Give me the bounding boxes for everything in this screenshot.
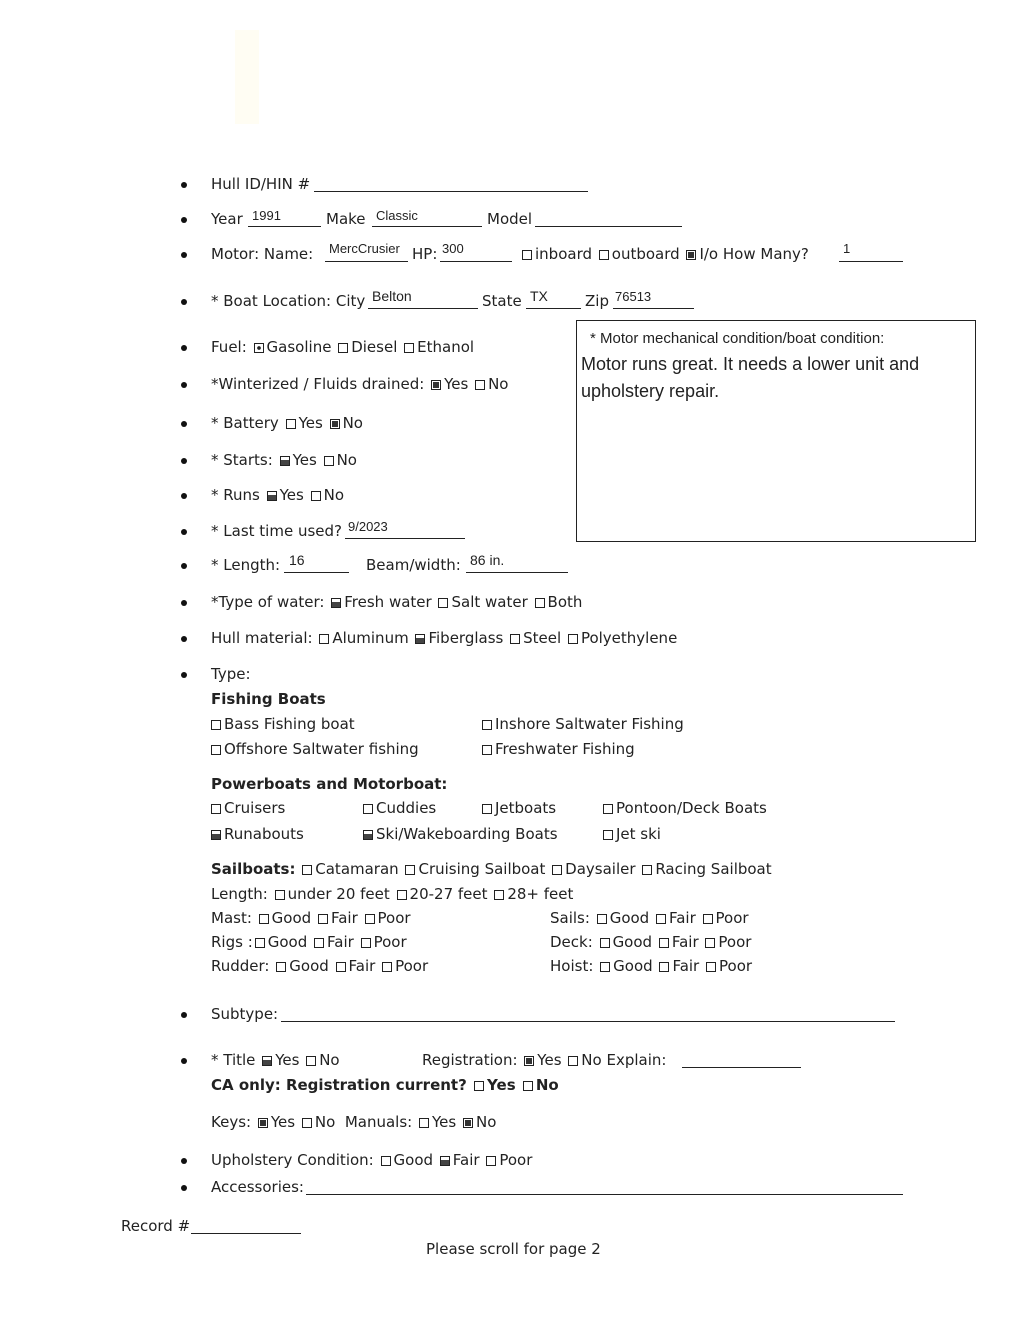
hoist-row: [550, 957, 752, 975]
fair-label: Fair: [452, 1151, 480, 1169]
year-field[interactable]: [248, 226, 321, 227]
rudder-good-checkbox[interactable]: [276, 962, 286, 972]
make-label: Make: [326, 210, 366, 228]
28plus-label: 28+ feet: [507, 885, 574, 903]
mast-row: [211, 909, 411, 927]
rudder-fair-checkbox[interactable]: [336, 962, 346, 972]
power-heading: Powerboats and Motorboat:: [211, 775, 448, 793]
io-checkbox[interactable]: [686, 250, 696, 260]
starts-yes-checkbox[interactable]: [280, 456, 290, 466]
ethanol-checkbox[interactable]: [404, 343, 414, 353]
rigs-fair-checkbox[interactable]: [314, 938, 324, 948]
fuel-label: Fuel:: [211, 338, 247, 356]
ski-label: Ski/Wakeboarding Boats: [376, 825, 558, 843]
cuddies-checkbox[interactable]: [363, 804, 373, 814]
bullet: [181, 345, 187, 351]
motor-name-field[interactable]: [325, 261, 408, 262]
salt-water-label: Salt water: [451, 593, 528, 611]
water-row: [211, 593, 582, 611]
cruisers-option: [209, 799, 285, 817]
poor-label: Poor: [377, 909, 411, 927]
last-used-label: * Last time used?: [211, 522, 342, 540]
city-field[interactable]: [368, 308, 478, 309]
registration-label: Registration:: [422, 1051, 518, 1069]
inshore-label: Inshore Saltwater Fishing: [495, 715, 684, 733]
length-value: 16: [289, 552, 305, 568]
yes-label: Yes: [275, 1051, 300, 1069]
how-many-label: How Many?: [722, 245, 809, 263]
fresh-water-label: Fresh water: [344, 593, 432, 611]
pontoon-option: [601, 799, 767, 817]
manuals-label: Manuals:: [344, 1113, 413, 1131]
make-value: Classic: [376, 208, 418, 223]
hoist-poor-checkbox[interactable]: [706, 962, 716, 972]
pontoon-label: Pontoon/Deck Boats: [616, 799, 767, 817]
hull-material-row: [211, 629, 677, 647]
scroll-note: Please scroll for page 2: [426, 1240, 601, 1258]
mast-fair-checkbox[interactable]: [318, 914, 328, 924]
year-label: Year: [211, 210, 243, 228]
ski-option: [361, 825, 558, 843]
racing-checkbox[interactable]: [642, 865, 652, 875]
offshore-option: [209, 740, 419, 758]
freshwater-label: Freshwater Fishing: [495, 740, 635, 758]
runs-row: [211, 486, 344, 504]
rudder-row: [211, 957, 428, 975]
winterized-yes-checkbox[interactable]: [431, 380, 441, 390]
bullet: [181, 382, 187, 388]
upholstery-good-checkbox[interactable]: [381, 1156, 391, 1166]
steel-checkbox[interactable]: [510, 634, 520, 644]
cruising-label: Cruising Sailboat: [418, 860, 546, 878]
no-label: No: [535, 1076, 559, 1094]
gasoline-label: Gasoline: [266, 338, 332, 356]
battery-label: * Battery: [211, 414, 279, 432]
cruising-checkbox[interactable]: [405, 865, 415, 875]
title-no-checkbox[interactable]: [306, 1056, 316, 1066]
bullet: [181, 1185, 187, 1191]
cruisers-label: Cruisers: [224, 799, 286, 817]
yes-label: Yes: [270, 1113, 296, 1131]
battery-row: [211, 414, 363, 432]
hp-label: HP:: [412, 245, 438, 263]
scan-mark: [235, 30, 259, 124]
beam-label: Beam/width:: [366, 556, 461, 574]
bullet: [181, 182, 187, 188]
how-many-field[interactable]: [839, 261, 903, 262]
cuddies-option: [361, 799, 436, 817]
good-label: Good: [289, 957, 329, 975]
ca-label: CA only: Registration current?: [211, 1076, 467, 1094]
diesel-label: Diesel: [351, 338, 398, 356]
good-label: Good: [609, 909, 650, 927]
bass-label: Bass Fishing boat: [224, 715, 355, 733]
ethanol-label: Ethanol: [417, 338, 475, 356]
fair-label: Fair: [348, 957, 376, 975]
last-used-field[interactable]: [345, 538, 465, 539]
registration-yes-checkbox[interactable]: [524, 1056, 534, 1066]
daysailer-label: Daysailer: [565, 860, 636, 878]
hp-field[interactable]: [440, 261, 512, 262]
freshwater-option: [480, 740, 635, 758]
aluminum-label: Aluminum: [332, 629, 409, 647]
battery-yes-checkbox[interactable]: [286, 419, 296, 429]
keys-no-checkbox[interactable]: [302, 1118, 312, 1128]
yes-label: Yes: [444, 375, 469, 393]
salt-water-checkbox[interactable]: [438, 598, 448, 608]
yes-label: Yes: [487, 1076, 516, 1094]
beam-value: 86 in.: [470, 552, 505, 568]
zip-label: Zip: [585, 292, 609, 310]
jetski-option: [601, 825, 661, 843]
bass-option: [209, 715, 355, 733]
cuddies-label: Cuddies: [376, 799, 437, 817]
sails-good-checkbox[interactable]: [597, 914, 607, 924]
motor-name-value: MercCrusier: [329, 241, 400, 256]
subtype-field[interactable]: [281, 1021, 895, 1022]
sails-poor-checkbox[interactable]: [703, 914, 713, 924]
poor-label: Poor: [715, 909, 749, 927]
ski-checkbox[interactable]: [363, 830, 373, 840]
condition-text: Motor runs great. It needs a lower unit and upholstery repair.: [581, 354, 920, 401]
state-field[interactable]: [526, 308, 581, 309]
sails-row: [550, 909, 749, 927]
runabouts-checkbox[interactable]: [211, 830, 221, 840]
bullet: [181, 299, 187, 305]
runs-label: * Runs: [211, 486, 260, 504]
20to27-checkbox[interactable]: [397, 890, 407, 900]
bullet: [181, 217, 187, 223]
hull-material-label: Hull material:: [211, 629, 313, 647]
poor-label: Poor: [373, 933, 407, 951]
sail-length-label: Length:: [211, 885, 268, 903]
last-used-value: 9/2023: [348, 519, 388, 534]
accessories-label: Accessories:: [211, 1178, 304, 1196]
sails-label: Sails:: [550, 909, 590, 927]
bullet: [181, 458, 187, 464]
fuel-row: [211, 338, 474, 356]
under20-checkbox[interactable]: [275, 890, 285, 900]
both-water-checkbox[interactable]: [535, 598, 545, 608]
bullet: [181, 421, 187, 427]
bullet: [181, 1012, 187, 1018]
subtype-label: Subtype:: [211, 1005, 279, 1023]
city-value: Belton: [372, 288, 412, 304]
bullet: [181, 672, 187, 678]
manuals-no-checkbox[interactable]: [463, 1118, 473, 1128]
cruisers-checkbox[interactable]: [211, 804, 221, 814]
no-label: No: [336, 451, 357, 469]
no-label: No: [488, 375, 509, 393]
type-label: Type:: [211, 665, 251, 683]
condition-label: * Motor mechanical condition/boat condition:: [590, 330, 885, 347]
28plus-checkbox[interactable]: [494, 890, 504, 900]
under20-label: under 20 feet: [287, 885, 390, 903]
racing-label: Racing Sailboat: [655, 860, 772, 878]
hp-value: 300: [442, 241, 464, 256]
offshore-label: Offshore Saltwater fishing: [224, 740, 419, 758]
hoist-fair-checkbox[interactable]: [659, 962, 669, 972]
deck-row: [550, 933, 751, 951]
runs-yes-checkbox[interactable]: [267, 491, 277, 501]
good-label: Good: [612, 933, 653, 951]
rigs-label: Rigs :: [211, 933, 253, 951]
inboard-checkbox[interactable]: [522, 250, 532, 260]
good-label: Good: [613, 957, 653, 975]
bullet: [181, 529, 187, 535]
yes-label: Yes: [431, 1113, 457, 1131]
motor-name-label: Motor: Name:: [211, 245, 314, 263]
keys-yes-checkbox[interactable]: [258, 1118, 268, 1128]
accessories-field[interactable]: [306, 1194, 903, 1195]
hull-id-field[interactable]: [314, 191, 588, 192]
state-label: State: [482, 292, 522, 310]
hoist-label: Hoist:: [550, 957, 594, 975]
runabouts-option: [209, 825, 304, 843]
sail-length-row: [211, 885, 573, 903]
bullet: [181, 252, 187, 258]
model-label: Model: [487, 210, 533, 228]
polyethylene-checkbox[interactable]: [568, 634, 578, 644]
how-many-value: 1: [843, 241, 851, 256]
title-yes-checkbox[interactable]: [262, 1056, 272, 1066]
yes-label: Yes: [279, 486, 304, 504]
runs-no-checkbox[interactable]: [311, 491, 321, 501]
jetski-label: Jet ski: [616, 825, 661, 843]
length-label: * Length:: [211, 556, 281, 574]
sailboats-row: [211, 860, 772, 878]
zip-value: 76513: [615, 289, 652, 304]
ca-yes-checkbox[interactable]: [474, 1081, 484, 1091]
rigs-row: [211, 933, 407, 951]
ca-no-checkbox[interactable]: [523, 1081, 533, 1091]
offshore-checkbox[interactable]: [211, 745, 221, 755]
winterized-label: *Winterized / Fluids drained:: [211, 375, 425, 393]
jetboats-option: [480, 799, 556, 817]
fair-label: Fair: [671, 933, 699, 951]
mast-good-checkbox[interactable]: [259, 914, 269, 924]
fishing-heading: Fishing Boats: [211, 690, 326, 708]
record-label: Record #: [121, 1217, 191, 1235]
fair-label: Fair: [327, 933, 354, 951]
poor-label: Poor: [718, 933, 752, 951]
mast-poor-checkbox[interactable]: [365, 914, 375, 924]
bullet: [181, 563, 187, 569]
pontoon-checkbox[interactable]: [603, 804, 613, 814]
record-field[interactable]: [191, 1233, 301, 1234]
motor-type-options: [520, 245, 809, 263]
year-value: 1991: [252, 208, 281, 223]
aluminum-checkbox[interactable]: [319, 634, 329, 644]
deck-poor-checkbox[interactable]: [705, 938, 715, 948]
water-label: *Type of water:: [211, 593, 325, 611]
freshwater-checkbox[interactable]: [482, 745, 492, 755]
rudder-poor-checkbox[interactable]: [382, 962, 392, 972]
explain-field[interactable]: [682, 1067, 801, 1068]
keys-label: Keys:: [211, 1113, 252, 1131]
model-field[interactable]: [535, 226, 682, 227]
rudder-label: Rudder:: [211, 957, 270, 975]
gasoline-checkbox[interactable]: [254, 343, 264, 353]
catamaran-checkbox[interactable]: [302, 865, 312, 875]
both-water-label: Both: [547, 593, 583, 611]
mast-label: Mast:: [211, 909, 252, 927]
no-label: No: [319, 1051, 340, 1069]
city-label: * Boat Location: City: [211, 292, 366, 310]
hull-id-label: Hull ID/HIN #: [211, 175, 311, 193]
rigs-poor-checkbox[interactable]: [361, 938, 371, 948]
bullet: [181, 600, 187, 606]
deck-fair-checkbox[interactable]: [659, 938, 669, 948]
ca-row: [211, 1076, 559, 1094]
poor-label: Poor: [395, 957, 429, 975]
no-label: No: [475, 1113, 497, 1131]
bullet: [181, 493, 187, 499]
upholstery-fair-checkbox[interactable]: [440, 1156, 450, 1166]
daysailer-checkbox[interactable]: [552, 865, 562, 875]
sails-fair-checkbox[interactable]: [656, 914, 666, 924]
keys-row: [211, 1113, 496, 1131]
good-label: Good: [267, 933, 308, 951]
starts-label: * Starts:: [211, 451, 273, 469]
bullet: [181, 636, 187, 642]
polyethylene-label: Polyethylene: [580, 629, 678, 647]
steel-label: Steel: [523, 629, 562, 647]
inshore-checkbox[interactable]: [482, 720, 492, 730]
registration-row: [422, 1051, 666, 1069]
registration-explain-label: No Explain:: [581, 1051, 667, 1069]
starts-row: [211, 451, 357, 469]
make-field[interactable]: [372, 226, 482, 227]
length-field[interactable]: [284, 572, 349, 573]
diesel-checkbox[interactable]: [338, 343, 348, 353]
good-label: Good: [393, 1151, 434, 1169]
hoist-good-checkbox[interactable]: [600, 962, 610, 972]
no-label: No: [314, 1113, 336, 1131]
no-label: No: [342, 414, 363, 432]
catamaran-label: Catamaran: [315, 860, 399, 878]
beam-field[interactable]: [466, 572, 568, 573]
fresh-water-checkbox[interactable]: [331, 598, 341, 608]
poor-label: Poor: [719, 957, 753, 975]
zip-field[interactable]: [613, 308, 694, 309]
registration-no-checkbox[interactable]: [568, 1056, 578, 1066]
winterized-row: [211, 375, 508, 393]
inboard-label: inboard: [535, 245, 592, 263]
fair-label: Fair: [672, 957, 700, 975]
runabouts-label: Runabouts: [224, 825, 304, 843]
yes-label: Yes: [298, 414, 323, 432]
jetboats-checkbox[interactable]: [482, 804, 492, 814]
upholstery-row: [211, 1151, 532, 1169]
20to27-label: 20-27 feet: [409, 885, 488, 903]
yes-label: Yes: [292, 451, 317, 469]
outboard-label: outboard: [611, 245, 680, 263]
title-label: * Title: [211, 1051, 256, 1069]
jetski-checkbox[interactable]: [603, 830, 613, 840]
battery-no-checkbox[interactable]: [330, 419, 340, 429]
bullet: [181, 1158, 187, 1164]
upholstery-label: Upholstery Condition:: [211, 1151, 374, 1169]
fiberglass-label: Fiberglass: [428, 629, 504, 647]
condition-box[interactable]: [576, 320, 976, 542]
rigs-good-checkbox[interactable]: [255, 938, 265, 948]
deck-good-checkbox[interactable]: [600, 938, 610, 948]
upholstery-poor-checkbox[interactable]: [486, 1156, 496, 1166]
good-label: Good: [271, 909, 312, 927]
state-value: TX: [530, 288, 548, 304]
jetboats-label: Jetboats: [495, 799, 557, 817]
bass-checkbox[interactable]: [211, 720, 221, 730]
fair-label: Fair: [668, 909, 696, 927]
io-label: I/o: [699, 245, 719, 263]
starts-no-checkbox[interactable]: [324, 456, 334, 466]
title-row: [211, 1051, 340, 1069]
no-label: No: [323, 486, 345, 504]
outboard-checkbox[interactable]: [599, 250, 609, 260]
winterized-no-checkbox[interactable]: [475, 380, 485, 390]
deck-label: Deck:: [550, 933, 593, 951]
bullet: [181, 1058, 187, 1064]
fair-label: Fair: [330, 909, 358, 927]
fiberglass-checkbox[interactable]: [415, 634, 425, 644]
yes-label: Yes: [537, 1051, 562, 1069]
inshore-option: [480, 715, 684, 733]
manuals-yes-checkbox[interactable]: [419, 1118, 429, 1128]
sailboats-heading: Sailboats:: [211, 860, 296, 878]
poor-label: Poor: [499, 1151, 533, 1169]
